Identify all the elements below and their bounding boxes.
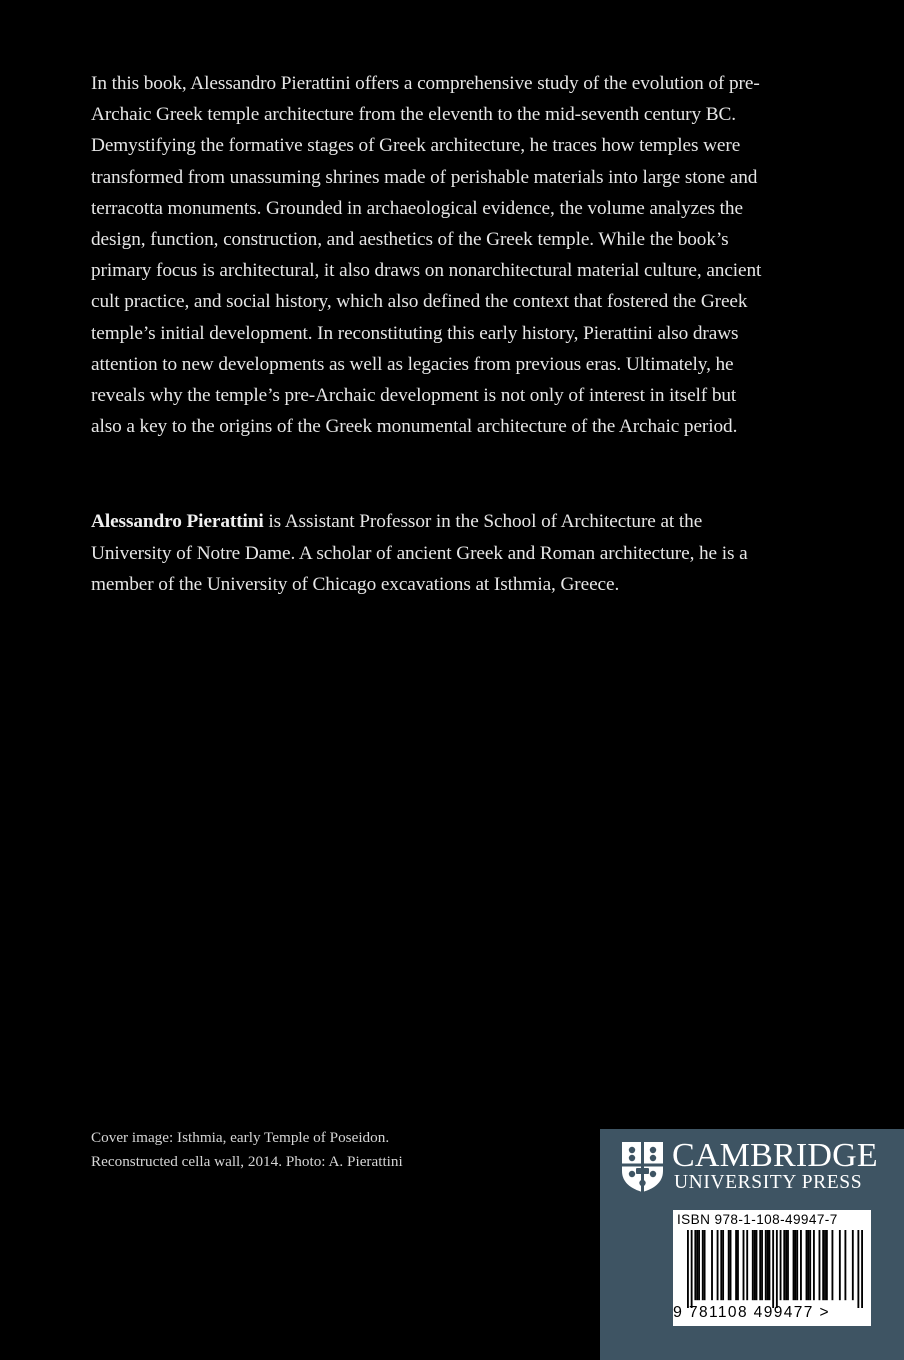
barcode-bar xyxy=(756,1230,758,1300)
barcode-bar xyxy=(767,1230,769,1300)
barcode-bar xyxy=(819,1230,821,1300)
barcode-bar xyxy=(704,1230,706,1300)
barcode-bar xyxy=(769,1230,771,1300)
barcode-guard-bar xyxy=(857,1230,859,1308)
barcode-bar xyxy=(730,1230,732,1300)
barcode-bar xyxy=(806,1230,808,1300)
barcode-bar xyxy=(694,1230,696,1300)
university-crest-icon xyxy=(621,1141,664,1193)
barcode-bar xyxy=(717,1230,719,1300)
barcode-bar xyxy=(832,1230,834,1300)
barcode-guard-bar xyxy=(776,1230,778,1308)
barcode-bar xyxy=(728,1230,730,1300)
barcode-bar xyxy=(743,1230,745,1300)
barcode-bar xyxy=(822,1230,824,1300)
barcode-bar xyxy=(761,1230,763,1300)
barcode-bar xyxy=(696,1230,698,1300)
barcode-bars xyxy=(687,1230,863,1308)
barcode-bar xyxy=(813,1230,815,1300)
barcode-bar xyxy=(824,1230,826,1300)
barcode-bar xyxy=(711,1230,713,1300)
cover-image-credit xyxy=(91,1126,571,1174)
barcode-bar xyxy=(759,1230,761,1300)
barcode-bar xyxy=(852,1230,854,1300)
barcode-bar xyxy=(793,1230,795,1300)
barcode-bar xyxy=(754,1230,756,1300)
barcode-bar xyxy=(752,1230,754,1300)
barcode-bar xyxy=(746,1230,748,1300)
barcode-bar xyxy=(698,1230,700,1300)
barcode-bar xyxy=(826,1230,828,1300)
barcode-bar xyxy=(839,1230,841,1300)
barcode-guard-bar xyxy=(772,1230,774,1308)
publisher-panel xyxy=(600,1129,904,1360)
barcode-bar xyxy=(783,1230,785,1300)
barcode-bar xyxy=(765,1230,767,1300)
barcode-bar xyxy=(787,1230,789,1300)
barcode-bar xyxy=(722,1230,724,1300)
barcode-bar xyxy=(702,1230,704,1300)
barcode-lead-digit: 9 xyxy=(673,1304,682,1321)
publisher-name: CAMBRIDGE xyxy=(672,1137,878,1174)
isbn-barcode xyxy=(673,1210,871,1326)
cover-credit-line-1: Cover image: Isthmia, early Temple of Poseidon. xyxy=(91,1129,390,1146)
barcode-bar xyxy=(844,1230,846,1300)
barcode-bar xyxy=(809,1230,811,1300)
barcode-bar xyxy=(794,1230,796,1300)
barcode-bar xyxy=(807,1230,809,1300)
barcode-digits: 781108 499477 > xyxy=(689,1304,830,1321)
barcode-bar xyxy=(735,1230,737,1300)
author-name: Alessandro Pierattini xyxy=(91,511,264,532)
isbn-label: ISBN 978-1-108-49947-7 xyxy=(677,1212,838,1227)
barcode-guard-bar xyxy=(691,1230,693,1308)
author-bio xyxy=(91,506,771,601)
publisher-subtitle: UNIVERSITY PRESS xyxy=(674,1172,863,1193)
author-bio-text: is Assistant Professor in the School of Architecture at the University of Notre Dame. A scholar of ancient Greek and Roman architecture, he is a member of the University of Chicago excavations at Isthmia, Greece. xyxy=(91,511,748,595)
barcode-bar xyxy=(796,1230,798,1300)
cover-credit-line-2: Reconstructed cella wall, 2014. Photo: A. Pierattini xyxy=(91,1153,403,1170)
barcode-guard-bar xyxy=(687,1230,689,1308)
barcode-bar xyxy=(800,1230,802,1300)
barcode-bar xyxy=(720,1230,722,1300)
book-description: In this book, Alessandro Pierattini offers a comprehensive study of the evolution of pre-Archaic Greek temple architecture from the eleventh to the mid-seventh century BC. Demystifying the formative stages of Greek architecture, he traces how temples were transformed from unassuming shrines made of perishable materials into large stone and terracotta monuments. Grounded in archaeological evidence, the volume analyzes the design, function, construction, and aesthetics of the Greek temple. While the book’s primary focus is architectural, it also draws on nonarchitectural material culture, ancient cult practice, and social history, which also defined the context that fostered the Greek temple’s initial development. In reconstituting this early history, Pierattini also draws attention to new developments as well as legacies from previous eras. Ultimately, he reveals why the temple’s pre-Archaic development is not only of interest in itself but also a key to the origins of the Greek monumental architecture of the Archaic period. xyxy=(91,73,762,438)
barcode-bar xyxy=(737,1230,739,1300)
barcode-guard-bar xyxy=(861,1230,863,1308)
barcode-bar xyxy=(780,1230,782,1300)
barcode-bar xyxy=(785,1230,787,1300)
